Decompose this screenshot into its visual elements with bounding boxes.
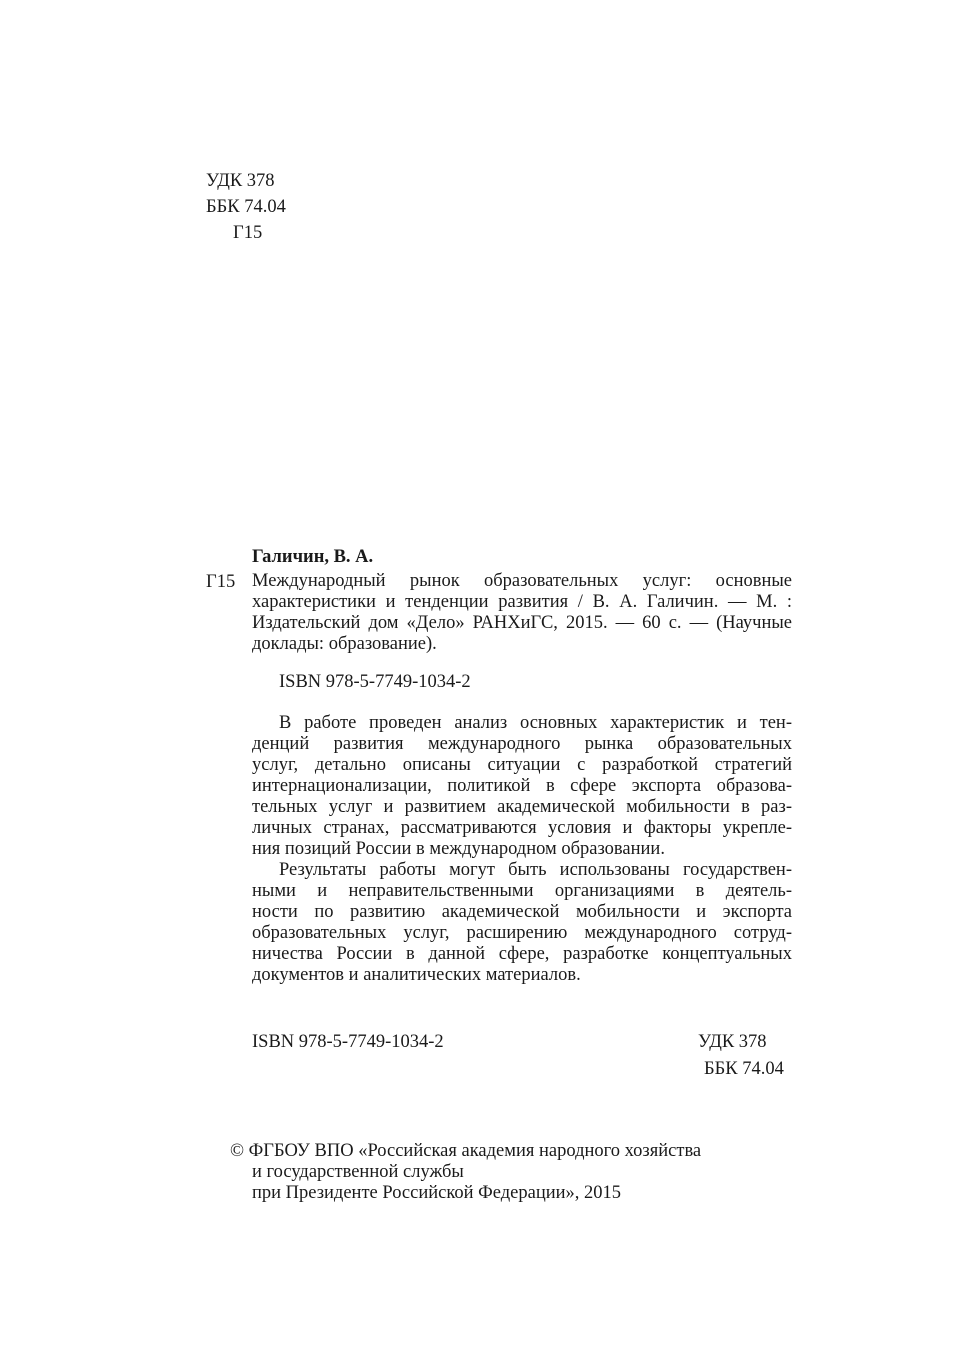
biblio-line: Международный рынок образовательных услуг: основные bbox=[252, 571, 792, 591]
classification-codes-top bbox=[206, 168, 286, 246]
abstract-line: образовательных услуг, расширению международного сотруд- bbox=[252, 923, 792, 943]
abstract-line: услуг, детально описаны ситуации с разработкой стратегий bbox=[252, 755, 792, 775]
author-mark-entry: Г15 bbox=[206, 572, 236, 592]
biblio-line: доклады: образование). bbox=[252, 634, 437, 654]
abstract-line: Результаты работы могут быть использованы государствен- bbox=[279, 860, 792, 880]
udk-code-footer: УДК 378 bbox=[698, 1032, 767, 1052]
abstract-line: ния позиций России в международном образовании. bbox=[252, 839, 665, 859]
biblio-line: характеристики и тенденции развития / В. А. Галичин. — М. : bbox=[252, 592, 792, 612]
copyright-line: и государственной службы bbox=[252, 1162, 464, 1182]
abstract-line: денций развития международного рынка образовательных bbox=[252, 734, 792, 754]
copyright-line: при Президенте Российской Федерации», 2015 bbox=[252, 1183, 622, 1203]
udk-code: УДК 378 bbox=[206, 171, 275, 191]
abstract-line: личных странах, рассматриваются условия и факторы укрепле- bbox=[252, 818, 792, 838]
copyright-notice bbox=[230, 1141, 701, 1204]
biblio-line: Издательский дом «Дело» РАНХиГС, 2015. — 60 с. — (Научные bbox=[252, 613, 792, 633]
abstract-line: ными и неправительственными организациями в деятель- bbox=[252, 881, 792, 901]
abstract-line: ности по развитию академической мобильности и экспорта bbox=[252, 902, 792, 922]
abstract bbox=[252, 713, 792, 986]
author-mark: Г15 bbox=[233, 223, 263, 243]
abstract-line: ничества России в данной сфере, разработке концептуальных bbox=[252, 944, 792, 964]
bbk-code-footer: ББК 74.04 bbox=[704, 1059, 784, 1079]
isbn-footer: ISBN 978-5-7749-1034-2 bbox=[252, 1032, 444, 1052]
bibliographic-description bbox=[252, 571, 792, 655]
abstract-line: документов и аналитических материалов. bbox=[252, 965, 581, 985]
author-name: Галичин, В. А. bbox=[252, 547, 374, 567]
abstract-line: В работе проведен анализ основных характеристик и тен- bbox=[279, 713, 792, 733]
abstract-line: тельных услуг и развитием академической мобильности в раз- bbox=[252, 797, 792, 817]
isbn-entry: ISBN 978-5-7749-1034-2 bbox=[279, 672, 471, 692]
bbk-code: ББК 74.04 bbox=[206, 197, 286, 217]
copyright-line: © ФГБОУ ВПО «Российская академия народного хозяйства bbox=[230, 1141, 702, 1161]
abstract-line: интернационализации, политикой в сфере экспорта образова- bbox=[252, 776, 792, 796]
